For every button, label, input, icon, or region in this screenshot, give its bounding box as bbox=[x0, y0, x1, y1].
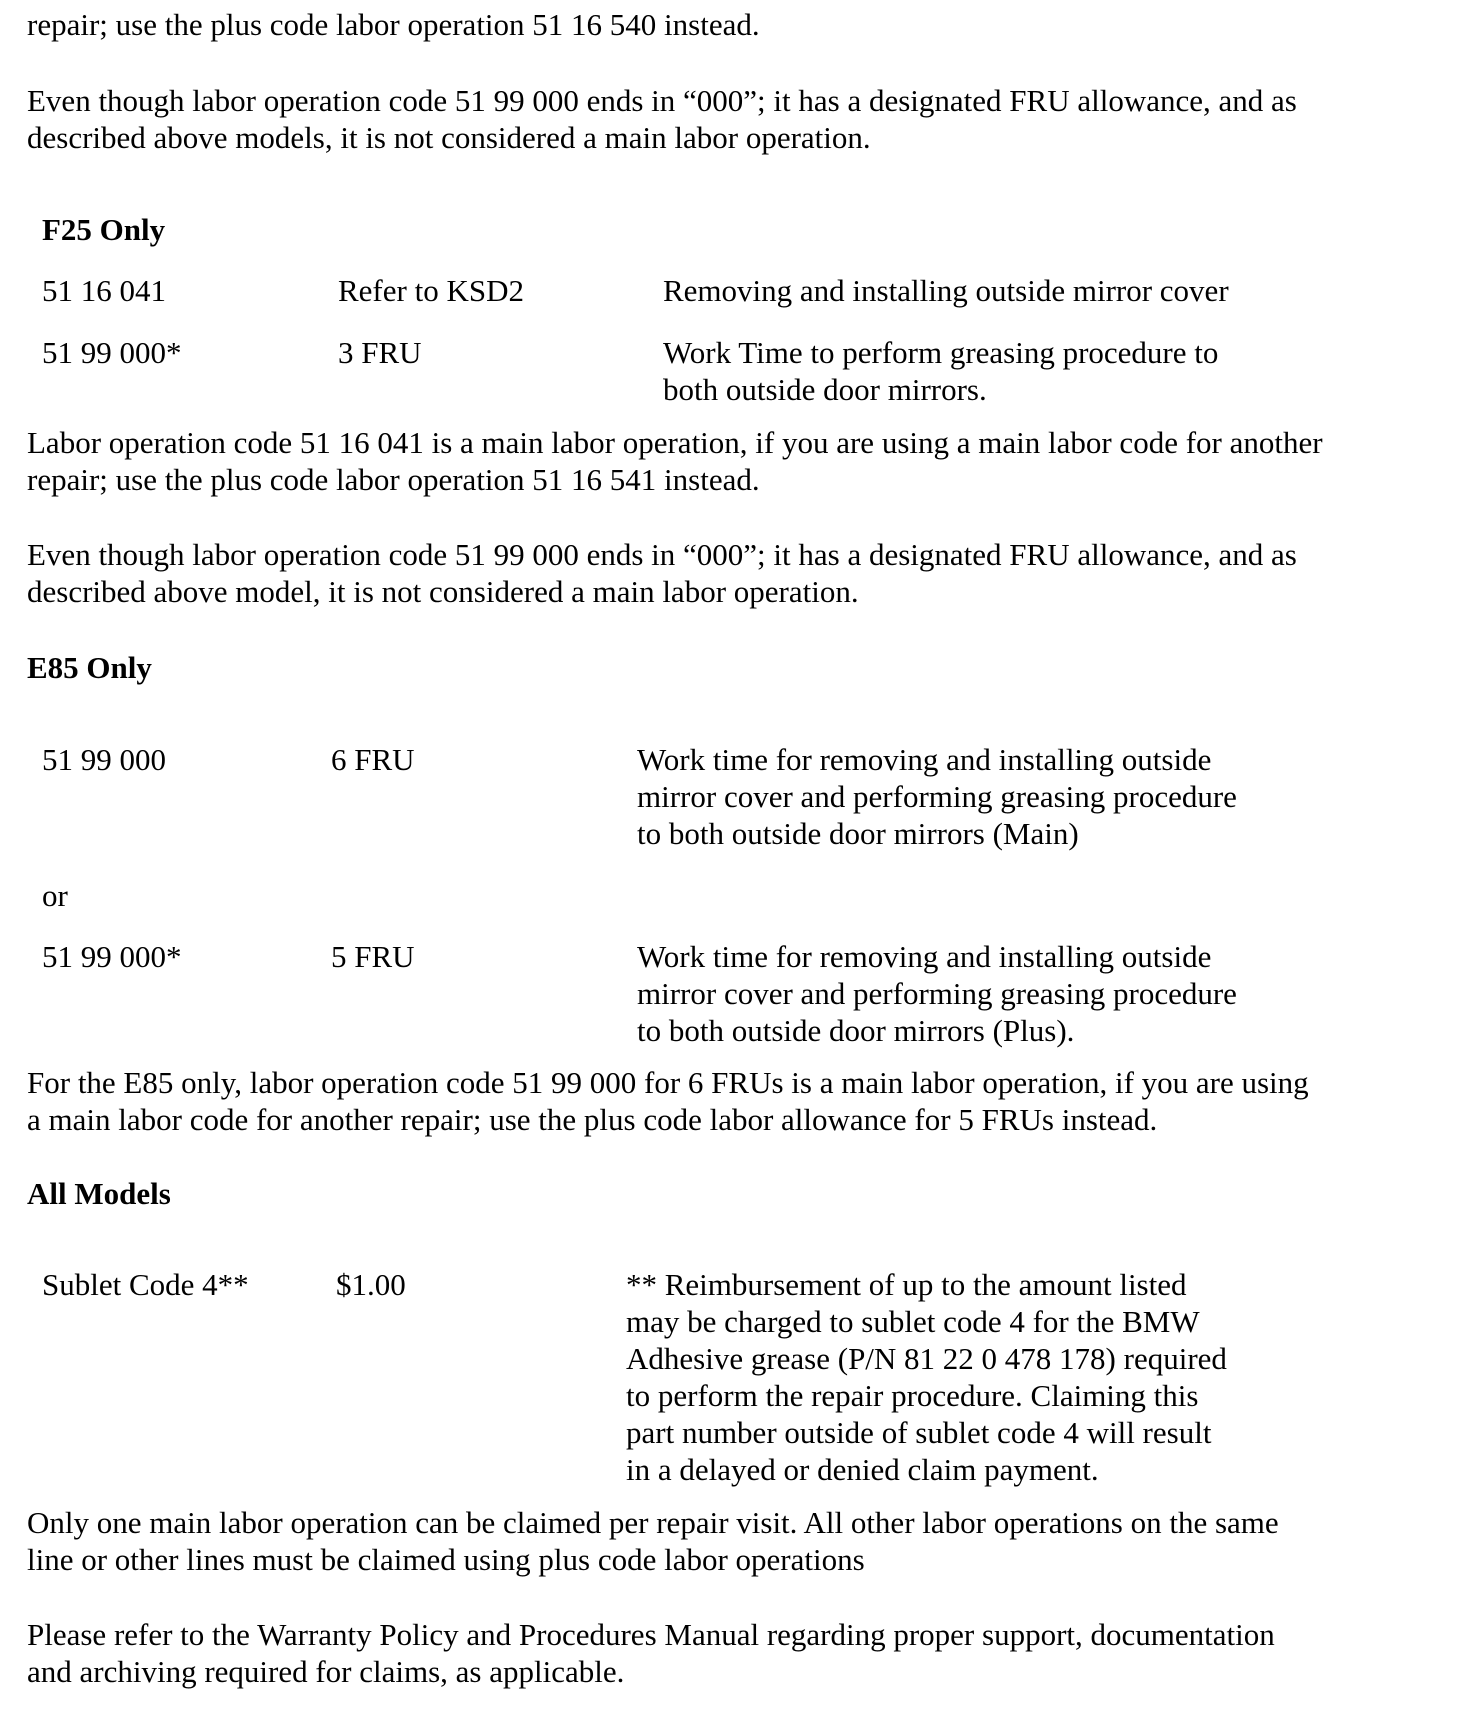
labor-allowance: Refer to KSD2 bbox=[338, 273, 524, 308]
labor-allowance: $1.00 bbox=[336, 1267, 406, 1302]
labor-description-line: Work time for removing and installing outside bbox=[637, 939, 1212, 974]
labor-description-line: mirror cover and performing greasing procedure bbox=[637, 779, 1237, 814]
labor-code: 51 99 000* bbox=[42, 939, 182, 974]
labor-description-line: ** Reimbursement of up to the amount listed bbox=[626, 1267, 1187, 1302]
all-models-note-1-line-2: line or other lines must be claimed using plus code labor operations bbox=[27, 1542, 865, 1577]
labor-code: 51 99 000* bbox=[42, 335, 182, 370]
labor-description-line: Removing and installing outside mirror cover bbox=[663, 273, 1229, 308]
intro-para-line-1: Even though labor operation code 51 99 000 ends in “000”; it has a designated FRU allowance, and as bbox=[27, 83, 1297, 118]
all-models-heading: All Models bbox=[27, 1176, 171, 1211]
all-models-note-2-line-2: and archiving required for claims, as applicable. bbox=[27, 1654, 625, 1689]
labor-code: 51 16 041 bbox=[42, 273, 166, 308]
intro-line-top: repair; use the plus code labor operation 51 16 540 instead. bbox=[27, 7, 760, 42]
f25-note-2-line-2: described above model, it is not considered a main labor operation. bbox=[27, 574, 859, 609]
f25-note-1-line-1: Labor operation code 51 16 041 is a main labor operation, if you are using a main labor code for another bbox=[27, 425, 1323, 460]
e85-note-line-2: a main labor code for another repair; use the plus code labor allowance for 5 FRUs instead. bbox=[27, 1102, 1158, 1137]
labor-description-line: Work Time to perform greasing procedure to bbox=[663, 335, 1219, 370]
labor-description-line: mirror cover and performing greasing procedure bbox=[637, 976, 1237, 1011]
labor-description-line: to both outside door mirrors (Plus). bbox=[637, 1013, 1075, 1048]
labor-description-line: in a delayed or denied claim payment. bbox=[626, 1452, 1099, 1487]
labor-description-line: Adhesive grease (P/N 81 22 0 478 178) required bbox=[626, 1341, 1227, 1376]
labor-description-line: part number outside of sublet code 4 will result bbox=[626, 1415, 1212, 1450]
labor-allowance: 6 FRU bbox=[331, 742, 415, 777]
labor-code: 51 99 000 bbox=[42, 742, 166, 777]
all-models-note-2-line-1: Please refer to the Warranty Policy and Procedures Manual regarding proper support, documentation bbox=[27, 1617, 1275, 1652]
labor-code: Sublet Code 4** bbox=[42, 1267, 249, 1302]
labor-description-line: to perform the repair procedure. Claiming this bbox=[626, 1378, 1199, 1413]
f25-note-1-line-2: repair; use the plus code labor operation 51 16 541 instead. bbox=[27, 462, 760, 497]
or-separator: or bbox=[42, 878, 68, 913]
f25-heading: F25 Only bbox=[42, 212, 166, 247]
intro-para-line-2: described above models, it is not considered a main labor operation. bbox=[27, 120, 871, 155]
labor-description-line: may be charged to sublet code 4 for the BMW bbox=[626, 1304, 1200, 1339]
labor-allowance: 5 FRU bbox=[331, 939, 415, 974]
labor-allowance: 3 FRU bbox=[338, 335, 422, 370]
e85-note-line-1: For the E85 only, labor operation code 51 99 000 for 6 FRUs is a main labor operation, if you are using bbox=[27, 1065, 1309, 1100]
labor-description-line: both outside door mirrors. bbox=[663, 372, 987, 407]
all-models-note-1-line-1: Only one main labor operation can be claimed per repair visit. All other labor operations on the same bbox=[27, 1505, 1279, 1540]
labor-description-line: Work time for removing and installing outside bbox=[637, 742, 1212, 777]
labor-description-line: to both outside door mirrors (Main) bbox=[637, 816, 1079, 851]
f25-note-2-line-1: Even though labor operation code 51 99 000 ends in “000”; it has a designated FRU allowance, and as bbox=[27, 537, 1297, 572]
e85-heading: E85 Only bbox=[27, 650, 152, 685]
